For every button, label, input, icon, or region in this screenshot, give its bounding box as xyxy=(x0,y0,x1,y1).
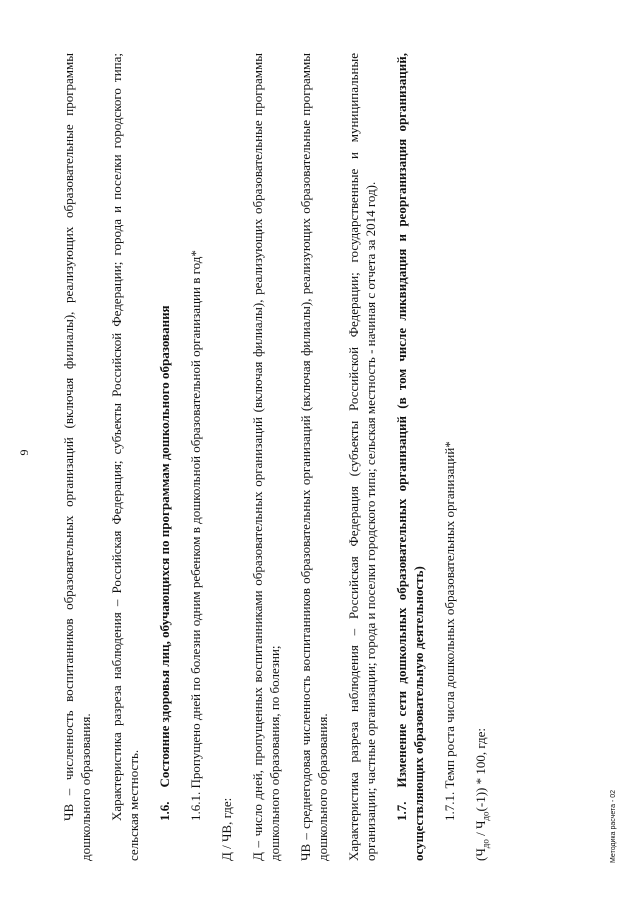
section-heading-1-7 xyxy=(393,53,427,861)
formula-days-per-child: Д / ЧВ, где: xyxy=(219,797,234,861)
section-number: 1.6. xyxy=(157,801,172,821)
footer-note: Методика расчета - 02 xyxy=(610,789,617,863)
page-number: 9 xyxy=(17,449,31,456)
paragraph-chv-average-definition: ЧВ – среднегодовая численность воспитанников образовательных организаций (включая филиалы), реализующих образовательные программы дошкольного образования. xyxy=(298,53,330,861)
section-heading-1-6 xyxy=(156,53,173,861)
section-number: 1.7. xyxy=(394,801,409,821)
paragraph-breakdown-characteristic-2: Характеристика разреза наблюдения – Российская Федерация (субъекты Российской Федерации; государственные и муниципальные организации; частные организации; города и поселки городского типа; сельская местность - начиная с отчета за 2014 год). xyxy=(346,53,378,861)
paragraph-chv-definition: ЧВ – численность воспитанников образовательных организаций (включая филиалы), реализующих образовательные программы дошкольного образования. xyxy=(61,53,93,861)
indicator-1-6-1: 1.6.1. Пропущено дней по болезни одним ребенком в дошкольной образовательной организации в год* xyxy=(188,250,203,821)
paragraph-breakdown-characteristic: Характеристика разреза наблюдения – Российская Федерация; субъекты Российской Федерации; города и поселки городского типа; сельская местность. xyxy=(109,53,141,861)
section-title: Состояние здоровья лиц, обучающихся по программам дошкольного образования xyxy=(157,305,172,788)
section-title: Изменение сети дошкольных образовательных организаций (в том числе ликвидация и реорганизация организаций, осуществляющих образовательную деятельность) xyxy=(394,53,426,861)
indicator-1-7-1: 1.7.1. Темп роста числа дошкольных образовательных организаций* xyxy=(442,441,457,821)
formula-growth-rate: $(Ч_{до} / Ч_{до}(-1)) * 100$, где: xyxy=(473,727,491,861)
paragraph-d-definition: Д – число дней, пропущенных воспитанниками образовательных организаций (включая филиалы), реализующих образовательные программы дошкольного образования, по болезни; xyxy=(250,53,282,861)
page-content xyxy=(60,53,503,861)
